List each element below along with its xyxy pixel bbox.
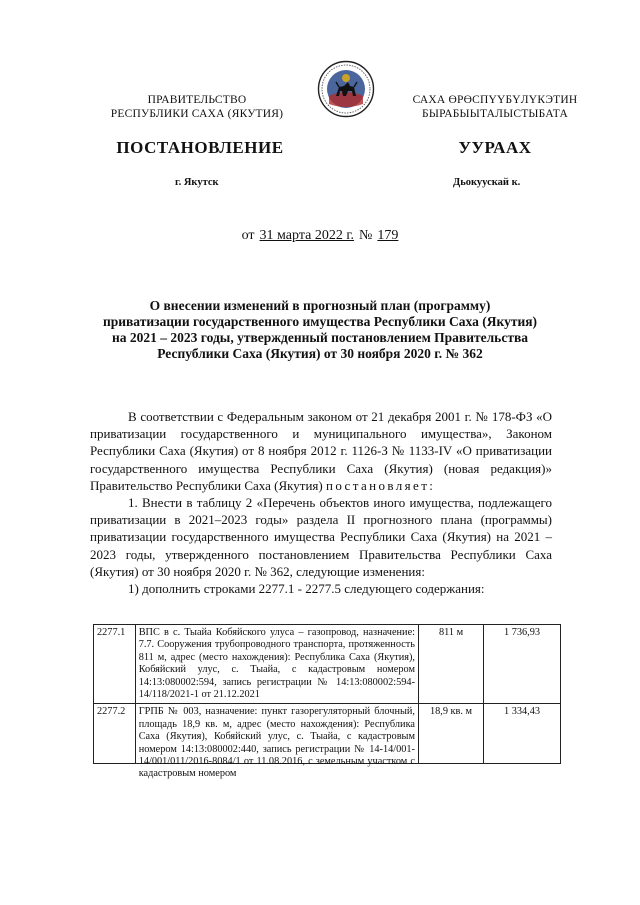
property-table — [93, 624, 561, 780]
document-title-line2: приватизации государственного имущества Республики Саха (Якутия) — [102, 314, 538, 329]
decree-number: 179 — [377, 228, 399, 243]
header-left-line2: РЕСПУБЛИКИ САХА (ЯКУТИЯ) — [110, 108, 284, 120]
doc-type-sah: УУРААХ — [458, 138, 532, 157]
body-paragraph-1 — [90, 408, 552, 494]
header-right-line1: САХА ӨРӨСПҮҮБҮЛҮКЭТИН — [412, 94, 578, 106]
date-prefix: от — [241, 228, 255, 243]
row-description: ГРПБ № 003, назначение: пункт газорегуляторный блочный, площадь 18,9 кв. м, адрес (место нахождения): Республика Саха (Якутия), Кобяйский улус, с. Тыайа, с кадастровым номером 14:13:080002:440, запись регистрации № 14-14/001-14/001/011/2016-8084/1 от 11.08.2016, с земельным участком с кадастровым номером — [138, 706, 415, 780]
row-value: 1 334,43 — [484, 704, 561, 764]
date-number-line — [0, 228, 640, 244]
row-quantity: 18,9 кв. м — [419, 704, 484, 764]
row-description: ВПС в с. Тыайа Кобяйского улуса – газопровод, назначение: 7.7. Сооружения трубопроводного транспорта, протяженность 811 м, адрес (место нахождения): Республика Саха (Якутия), Кобяйский улус, с. Тыайа, с кадастровым номером 14:13:080002:594, запись регистрации № 14:13:080002:594-14/118/2021-1 от 21.12.2021 — [135, 625, 418, 704]
coat-of-arms-emblem — [317, 60, 375, 118]
body-paragraph-2: 1. Внести в таблицу 2 «Перечень объектов иного имущества, подлежащего приватизации в 2021–2023 годы» раздела II прогнозного плана (программы) приватизации государственного имущества Республики Саха (Якутия) на 2021 – 2023 годы, утвержденного постановлением Правительства Республики Саха (Якутия) от 30 ноября 2020 г. № 362, следующие изменения: — [90, 495, 552, 579]
row-number: 2277.1 — [94, 625, 136, 704]
document-title-line3: на 2021 – 2023 годы, утвержденный постановлением Правительства — [112, 330, 528, 345]
row-number: 2277.2 — [94, 704, 136, 764]
row-quantity: 811 м — [419, 625, 484, 704]
row-value: 1 736,93 — [484, 625, 561, 704]
document-title — [95, 298, 545, 362]
body-paragraph-3: 1) дополнить строками 2277.1 - 2277.5 следующего содержания: — [128, 581, 485, 597]
header-right-line2: БЫРАБЫЫТАЛЫСТЫБАТА — [422, 108, 568, 120]
document-title-line4: Республики Саха (Якутия) от 30 ноября 2020 г. № 362 — [157, 346, 483, 361]
document-title-line1: О внесении изменений в прогнозный план (программу) — [149, 298, 491, 313]
header-left-org — [97, 93, 297, 121]
decree-date: 31 марта 2022 г. — [259, 228, 355, 243]
table-row — [94, 704, 561, 764]
table-row — [94, 625, 561, 704]
body-paragraph-1-text: В соответствии с Федеральным законом от 21 декабря 2001 г. № 178-ФЗ «О приватизации государственного и муниципального имущества», Законом Республики Саха (Якутия) от 8 ноября 2012 г. 1126-З № 1133-IV «О приватизации государственного имущества Республики Саха (Якутия) (новая редакция)» Правительство Республики Саха (Якутия) — [90, 409, 552, 493]
city-sah: Дьокуускай к. — [453, 177, 521, 188]
doc-type-ru: ПОСТАНОВЛЕНИЕ — [116, 138, 284, 157]
header-right-org — [395, 93, 595, 121]
city-ru: г. Якутск — [175, 177, 219, 188]
decree-word: постановляет: — [325, 477, 436, 493]
document-body — [90, 408, 552, 597]
header-left-line1: ПРАВИТЕЛЬСТВО — [147, 94, 247, 106]
row-description-cell — [135, 704, 418, 780]
number-label: № — [359, 228, 373, 243]
